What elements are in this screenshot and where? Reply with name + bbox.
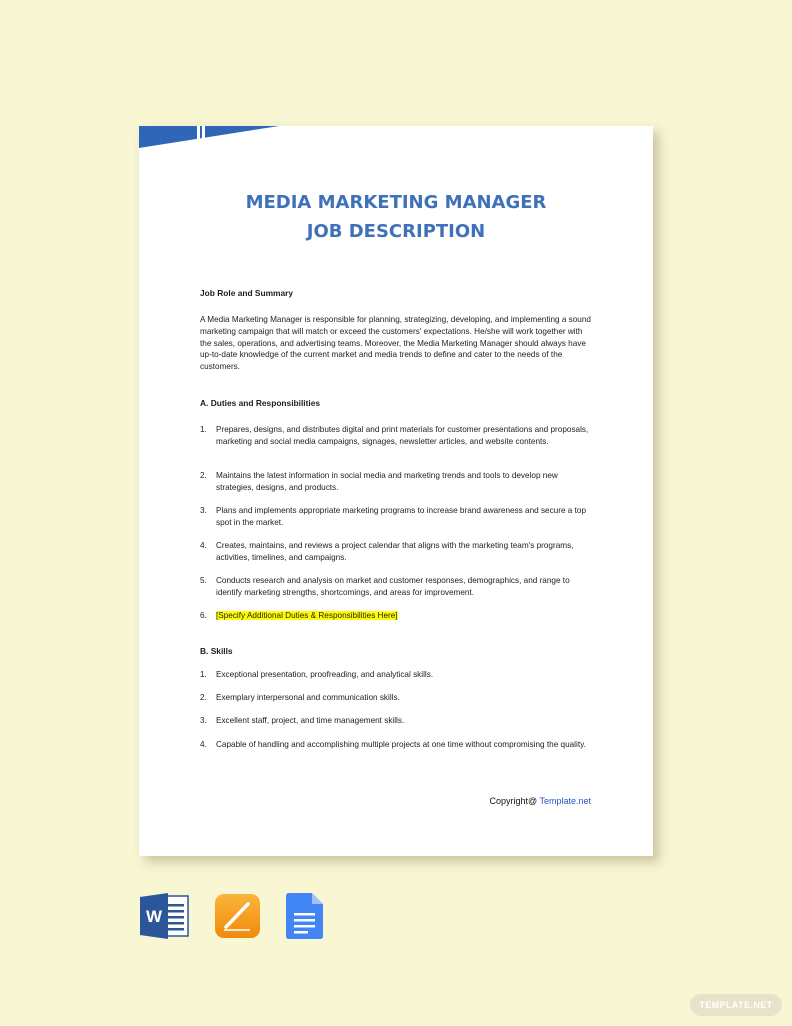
list-number: 4. xyxy=(200,740,207,749)
list-number: 2. xyxy=(200,471,207,480)
list-text: Exceptional presentation, proofreading, and analytical skills. xyxy=(216,670,434,679)
skills-heading: B. Skills xyxy=(200,646,233,656)
list-number: 6. xyxy=(200,611,207,620)
list-number: 5. xyxy=(200,576,207,585)
template-net-link[interactable]: Template.net xyxy=(539,796,591,806)
copyright-line xyxy=(489,796,591,806)
word-icon[interactable] xyxy=(140,893,190,939)
list-number: 1. xyxy=(200,425,207,434)
list-text: Creates, maintains, and reviews a project calendar that aligns with the marketing team's programs, activities, timelines, and campaigns. xyxy=(216,541,574,562)
title-line-1: MEDIA MARKETING MANAGER xyxy=(245,192,547,213)
google-docs-icon[interactable] xyxy=(286,893,323,939)
document-title xyxy=(139,188,653,246)
placeholder-highlight: [Specify Additional Duties & Responsibilities Here] xyxy=(216,611,398,620)
copyright-prefix: Copyright@ xyxy=(489,796,540,806)
list-number: 1. xyxy=(200,670,207,679)
list-number: 3. xyxy=(200,716,207,725)
list-number: 2. xyxy=(200,693,207,702)
list-number: 4. xyxy=(200,541,207,550)
list-text: Plans and implements appropriate marketing programs to increase brand awareness and secure a top spot in the market. xyxy=(216,506,587,527)
list-text: Capable of handling and accomplishing multiple projects at one time without compromising the quality. xyxy=(216,740,586,749)
summary-heading: Job Role and Summary xyxy=(200,288,294,298)
list-text: Prepares, designs, and distributes digital and print materials for customer presentations and proposals, marketing and social media campaigns, signages, newsletter articles, and website contents. xyxy=(216,425,589,446)
list-number: 3. xyxy=(200,506,207,515)
list-text: Maintains the latest information in social media and marketing trends and tools to develop new strategies, designs, and products. xyxy=(216,471,558,492)
word-letter: W xyxy=(145,907,163,926)
list-text: Excellent staff, project, and time management skills. xyxy=(216,716,405,725)
template-net-badge[interactable]: TEMPLATE.NET xyxy=(690,994,782,1016)
header-decoration xyxy=(139,126,289,152)
list-text: Exemplary interpersonal and communication skills. xyxy=(216,693,400,702)
title-line-2: JOB DESCRIPTION xyxy=(306,221,486,242)
document-page xyxy=(139,126,653,856)
pages-icon[interactable] xyxy=(214,893,261,939)
duties-heading: A. Duties and Responsibilities xyxy=(200,398,321,408)
list-text: Conducts research and analysis on market and customer responses, demographics, and range to identify marketing strengths, shortcomings, and areas for improvement. xyxy=(216,576,570,597)
summary-paragraph: A Media Marketing Manager is responsible for planning, strategizing, developing, and implementing a sound marketing campaign that will match or exceed the customers' expectations. He/she will work together with the sales, operations, and advertising teams. Moreover, the Media Marketing Manager should always have up-to-date knowledge of the current market and media trends to define and cater to the needs of the customers. xyxy=(200,315,591,372)
